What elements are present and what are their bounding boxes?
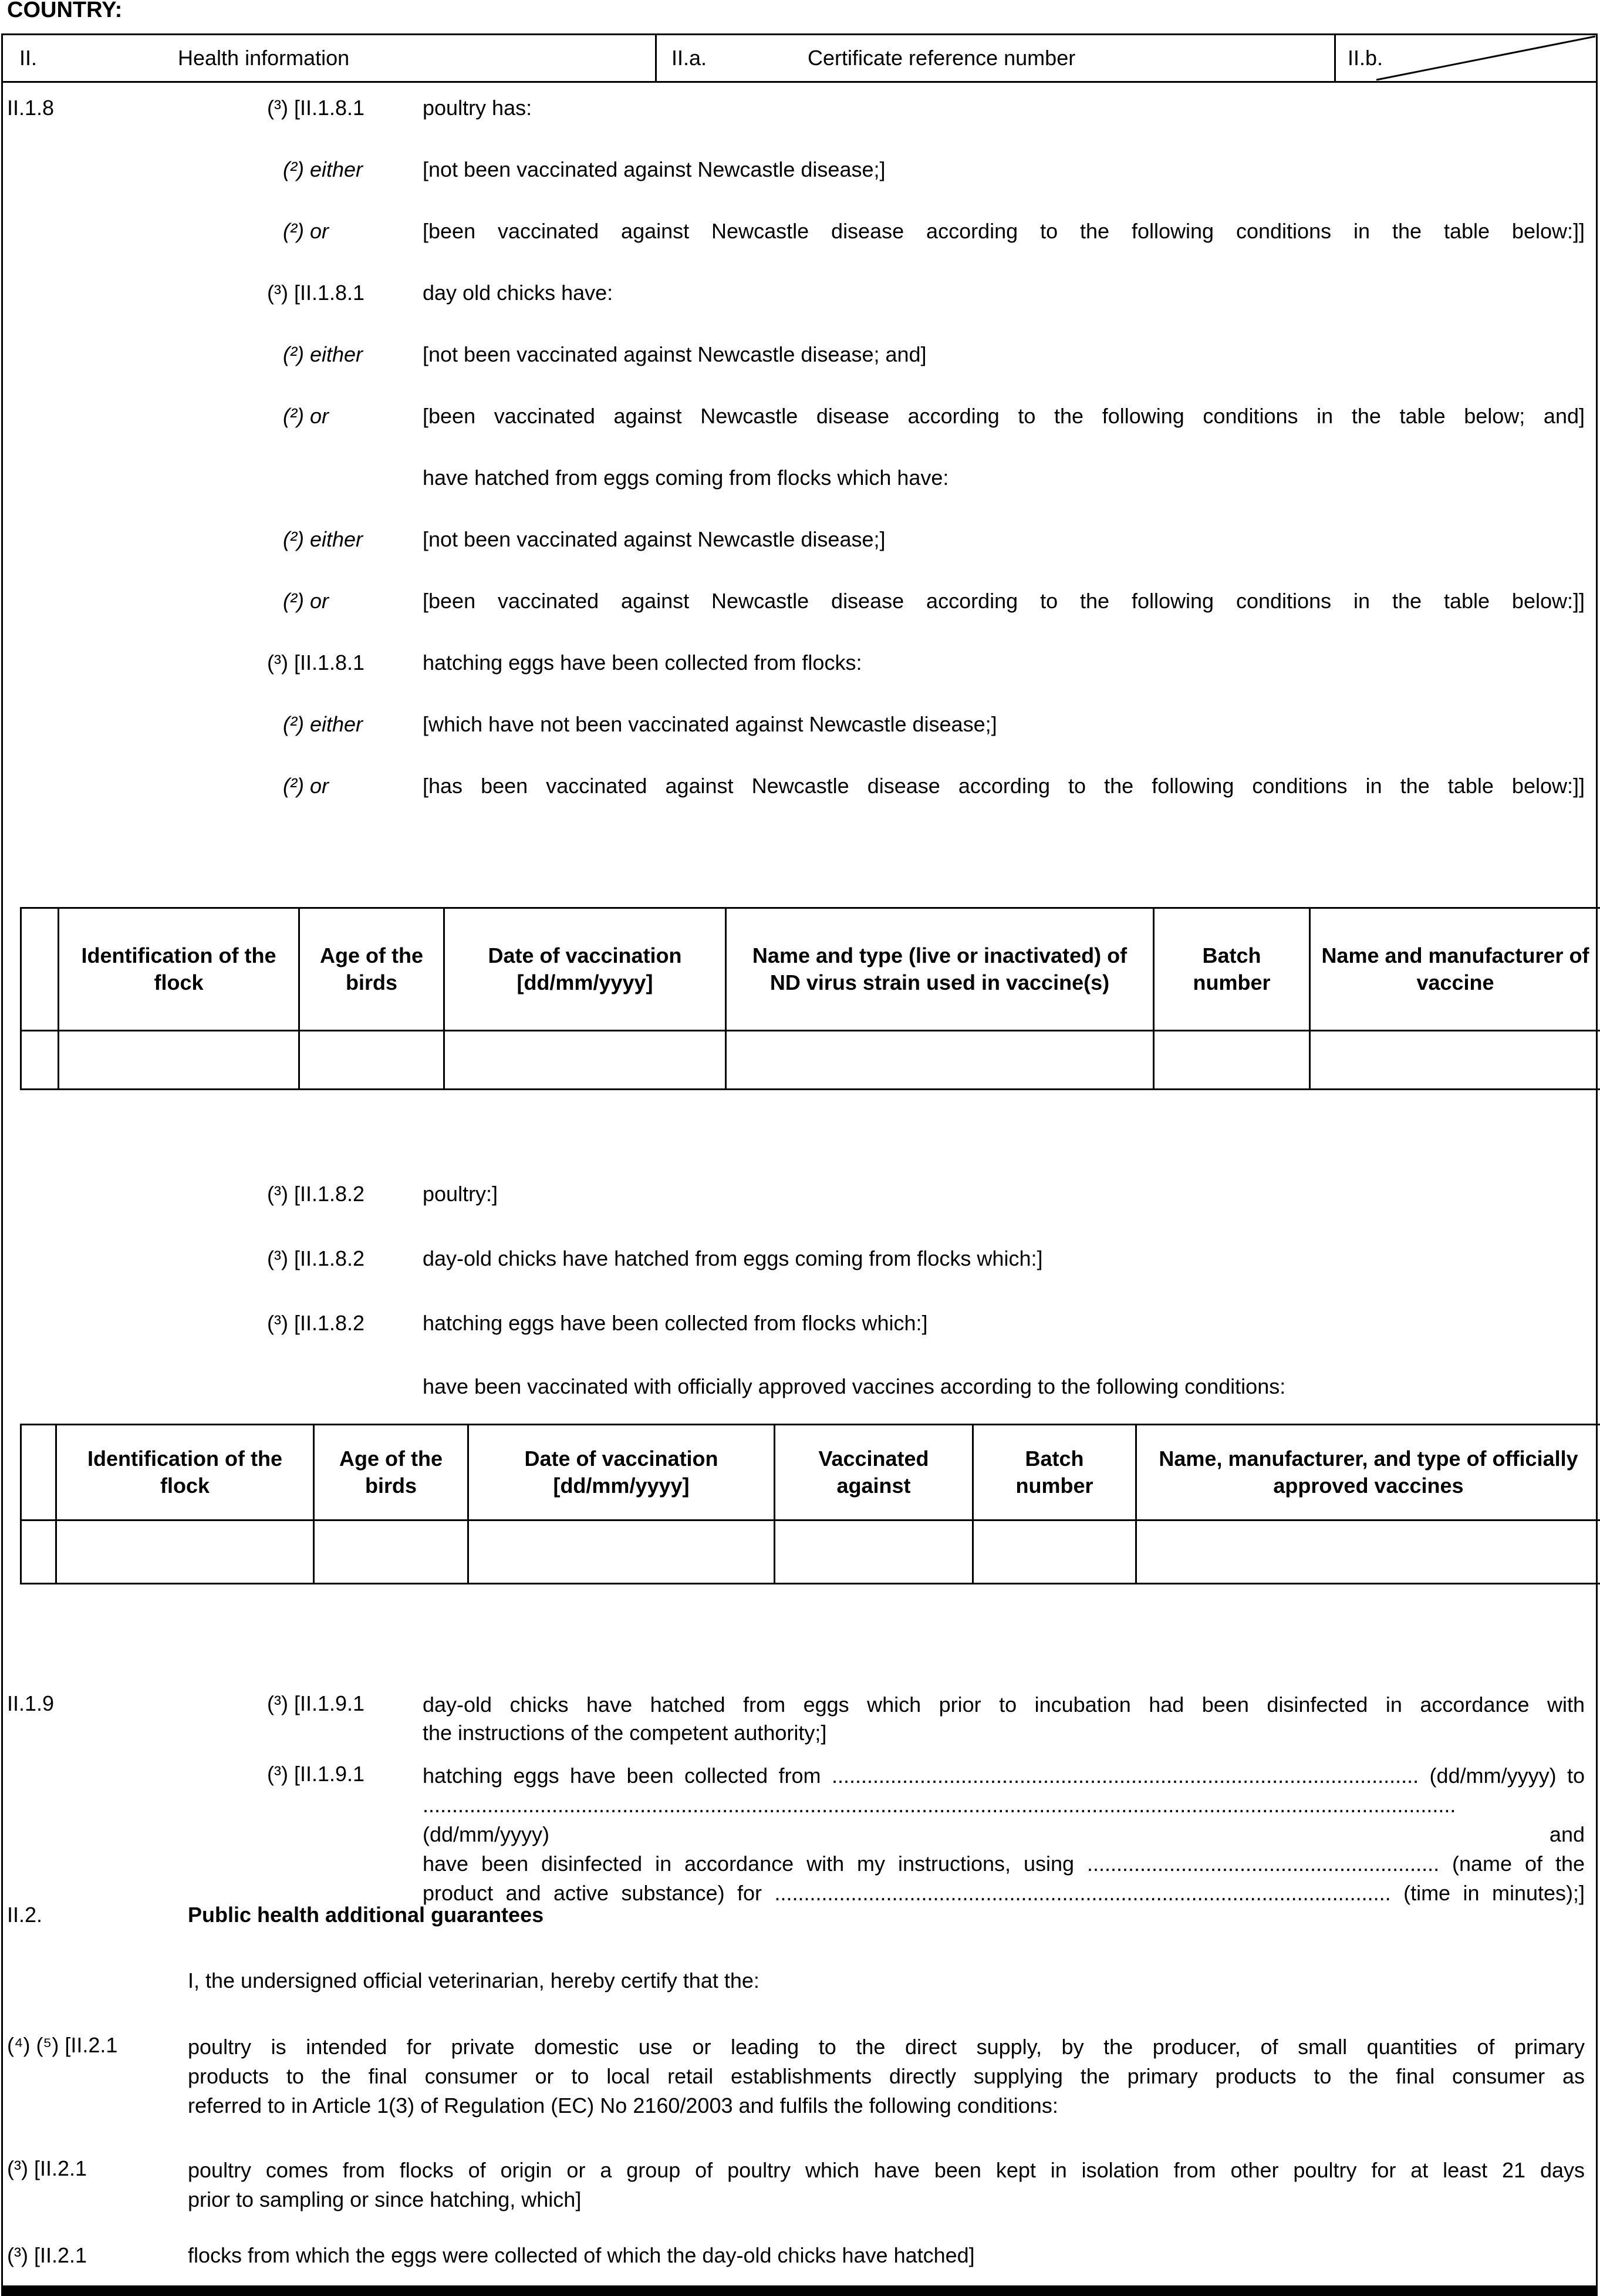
clause-text: poultry has: xyxy=(423,96,532,120)
clause-text: hatching eggs have been collected from flocks: xyxy=(423,650,862,675)
clause-ref: (³) [II.1.8.1 xyxy=(267,96,365,120)
clause-ref: (³) [II.1.9.1 xyxy=(267,1691,365,1715)
clause-text: day-old chicks have hatched from eggs coming from flocks which:] xyxy=(423,1246,1043,1270)
table-header-manufacturer: Name and manufacturer of vaccine xyxy=(1309,909,1600,1030)
table-header-date: Date of vaccination [dd/mm/yyyy] xyxy=(467,1425,774,1519)
paragraph-line: ................................................................................................................................................................................ (dd/mm/yyyy) and xyxy=(423,1793,1585,1846)
table-header-flock-id: Identification of the flock xyxy=(58,909,298,1030)
paragraph-line: referred to in Article 1(3) of Regulation (EC) No 2160/2003 and fulfils the following conditions: xyxy=(188,2093,1058,2118)
section-number: II.2. xyxy=(7,1903,43,1927)
paragraph-line: products to the final consumer or to local retail establishments directly supplying the primary products to the final consumer as xyxy=(188,2064,1585,2088)
paragraph-line: poultry is intended for private domestic use or leading to the direct supply, by the producer, of small quantities of primary xyxy=(188,2035,1585,2059)
certify-statement: I, the undersigned official veterinarian, hereby certify that the: xyxy=(188,1968,760,1992)
table-cell-empty xyxy=(725,1031,1153,1088)
clause-ref: (³) [II.1.8.2 xyxy=(267,1182,365,1206)
clause-paragraph xyxy=(188,2156,1585,2214)
clause-text: [not been vaccinated against Newcastle disease;] xyxy=(423,157,886,181)
header-table xyxy=(1,33,1598,83)
table-header-vaccinated-against: Vaccinated against xyxy=(774,1425,972,1519)
table-cell-empty xyxy=(313,1521,467,1583)
table-header-flock-id: Identification of the flock xyxy=(55,1425,313,1519)
header-number-iib: II.b. xyxy=(1348,46,1383,70)
header-number-ii: II. xyxy=(19,46,38,70)
clause-ref: (²) either xyxy=(283,157,363,181)
table-header-empty xyxy=(22,909,58,1030)
clause-text: hatching eggs have been collected from flocks which:] xyxy=(423,1311,928,1335)
clause-ref: (²) or xyxy=(283,774,329,798)
section-heading: Public health additional guarantees xyxy=(188,1903,544,1927)
clause-ref: (²) or xyxy=(283,219,329,243)
clause-text: have hatched from eggs coming from flocks which have: xyxy=(423,466,949,490)
table-cell-empty xyxy=(55,1521,313,1583)
clause-text: flocks from which the eggs were collected of which the day-old chicks have hatched] xyxy=(188,2243,975,2267)
table-cell-empty xyxy=(1309,1031,1600,1088)
paragraph-line: have been disinfected in accordance with my instructions, using ............................................................ (name of the xyxy=(423,1852,1585,1876)
clause-ref: (²) either xyxy=(283,712,363,736)
clause-text: [been vaccinated against Newcastle disease according to the following conditions in the table below; and] xyxy=(423,404,1585,428)
table-cell-empty xyxy=(22,1031,58,1088)
clause-ref: (³) [II.1.8.1 xyxy=(267,281,365,305)
paragraph-line: prior to sampling or since hatching, which] xyxy=(188,2187,582,2211)
clause-ref: (³) [II.1.9.1 xyxy=(267,1762,365,1786)
clause-ref: (²) either xyxy=(283,527,363,551)
table-cell-empty xyxy=(972,1521,1135,1583)
table-cell-empty xyxy=(58,1031,298,1088)
clause-paragraph-dotted xyxy=(423,1761,1585,1908)
table-header-row xyxy=(22,909,1600,1030)
clause-ref: (⁴) (⁵) [II.2.1 xyxy=(7,2033,118,2057)
clause-text: [not been vaccinated against Newcastle disease; and] xyxy=(423,342,927,366)
table-header-batch: Batch number xyxy=(972,1425,1135,1519)
country-label: COUNTRY: xyxy=(7,0,123,22)
section-number: II.1.9 xyxy=(7,1691,55,1715)
paragraph-line: poultry comes from flocks of origin or a group of poultry which have been kept in isolation from other poultry for at least 21 days xyxy=(188,2158,1585,2182)
clause-text: day old chicks have: xyxy=(423,281,613,305)
table-empty-row xyxy=(22,1030,1600,1088)
clause-ref: (²) or xyxy=(283,404,329,428)
header-number-iia: II.a. xyxy=(671,46,707,70)
clause-paragraph xyxy=(188,2032,1585,2120)
table-empty-row xyxy=(22,1519,1600,1583)
paragraph-line: hatching eggs have been collected from .................................................................................................... (dd/mm/yyyy) to xyxy=(423,1764,1585,1788)
table-cell-empty xyxy=(467,1521,774,1583)
header-cell-iib xyxy=(1334,35,1596,81)
clause-text: poultry:] xyxy=(423,1182,498,1206)
clause-text: have been vaccinated with officially approved vaccines according to the following conditions: xyxy=(423,1374,1286,1398)
clause-text: [not been vaccinated against Newcastle disease;] xyxy=(423,527,886,551)
table-header-approved-vaccines: Name, manufacturer, and type of officially approved vaccines xyxy=(1135,1425,1600,1519)
table-header-batch: Batch number xyxy=(1153,909,1309,1030)
clause-ref: (³) [II.1.8.1 xyxy=(267,650,365,675)
clause-text: [which have not been vaccinated against Newcastle disease;] xyxy=(423,712,997,736)
clause-ref: (³) [II.1.8.2 xyxy=(267,1311,365,1335)
clause-text: [been vaccinated against Newcastle disease according to the following conditions in the table below:]] xyxy=(423,219,1585,243)
table-cell-empty xyxy=(298,1031,443,1088)
table-header-date: Date of vaccination [dd/mm/yyyy] xyxy=(443,909,725,1030)
clause-text: [been vaccinated against Newcastle disease according to the following conditions in the table below:]] xyxy=(423,589,1585,613)
clause-ref: (³) [II.2.1 xyxy=(7,2156,87,2180)
clause-ref: (³) [II.1.8.2 xyxy=(267,1246,365,1270)
table-cell-empty xyxy=(1153,1031,1309,1088)
paragraph-line: day-old chicks have hatched from eggs which prior to incubation had been disinfected in accordance with xyxy=(423,1693,1585,1717)
table-header-strain: Name and type (live or inactivated) of ND virus strain used in vaccine(s) xyxy=(725,909,1153,1030)
header-label-certificate-reference: Certificate reference number xyxy=(808,46,1076,70)
table-header-row xyxy=(22,1425,1600,1519)
header-cell-certificate-reference xyxy=(655,35,1334,81)
clause-paragraph xyxy=(423,1691,1585,1747)
table-header-age: Age of the birds xyxy=(313,1425,467,1519)
clause-ref: (²) either xyxy=(283,342,363,366)
page-bottom-bar xyxy=(1,2285,1598,2296)
table-header-age: Age of the birds xyxy=(298,909,443,1030)
table-cell-empty xyxy=(22,1521,55,1583)
nd-vaccination-table xyxy=(20,907,1600,1090)
header-cell-health-information xyxy=(3,35,655,81)
table-cell-empty xyxy=(1135,1521,1600,1583)
clause-ref: (³) [II.2.1 xyxy=(7,2243,87,2267)
section-number: II.1.8 xyxy=(7,96,55,120)
header-label-health-information: Health information xyxy=(178,46,350,70)
table-cell-empty xyxy=(774,1521,972,1583)
approved-vaccines-table xyxy=(20,1424,1600,1584)
clause-ref: (²) or xyxy=(283,589,329,613)
paragraph-line: product and active substance) for ......................................................................................................... (time in minutes);] xyxy=(423,1881,1585,1905)
clause-text: [has been vaccinated against Newcastle disease according to the following conditions in the table below:]] xyxy=(423,774,1585,798)
table-header-empty xyxy=(22,1425,55,1519)
table-cell-empty xyxy=(443,1031,725,1088)
paragraph-line: the instructions of the competent authority;] xyxy=(423,1721,827,1745)
